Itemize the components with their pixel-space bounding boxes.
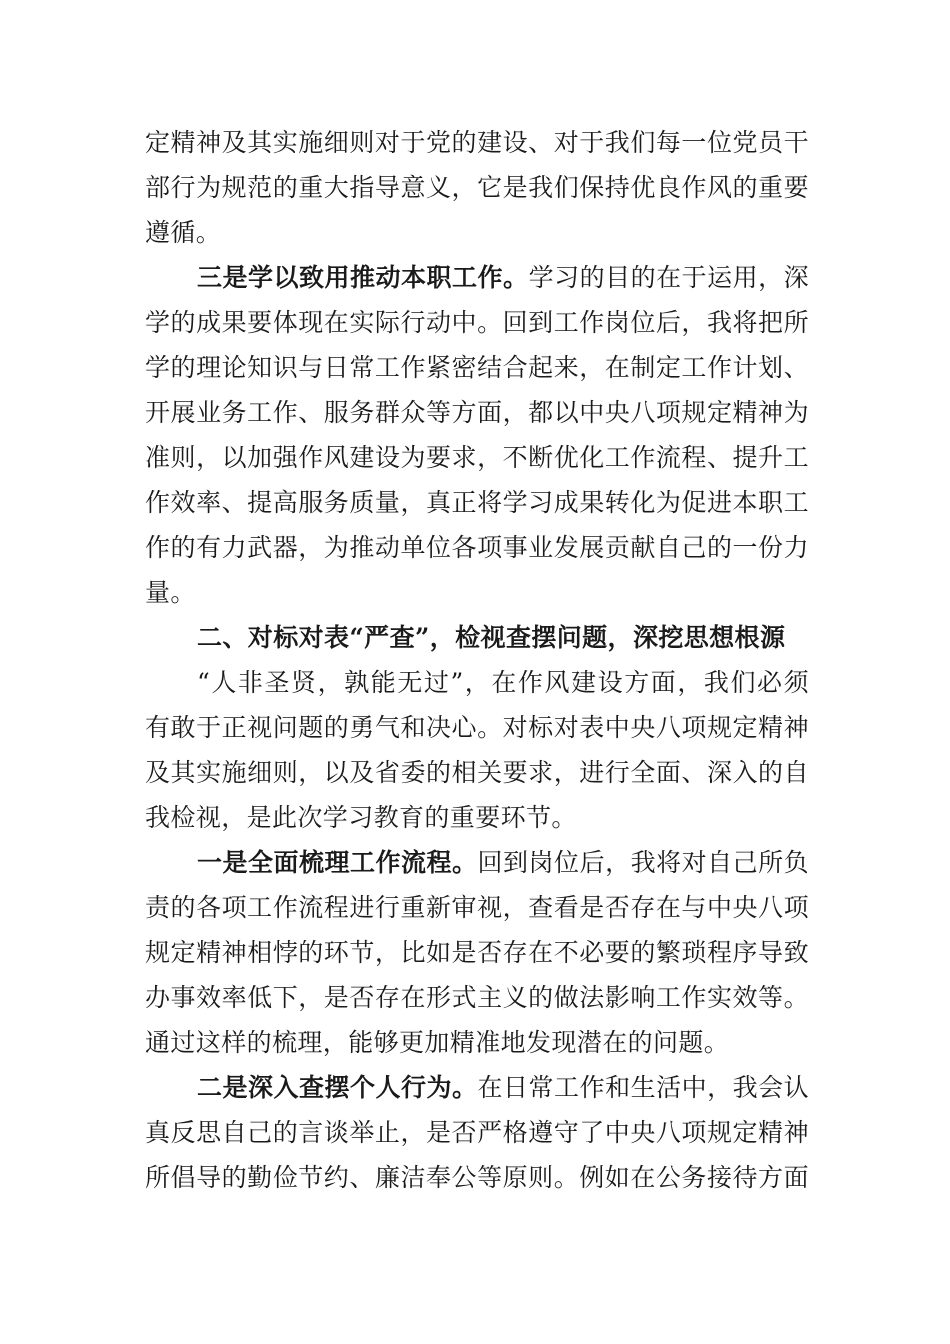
text-line: 及其实施细则，以及省委的相关要求，进行全面、深入的自 xyxy=(145,758,809,787)
paragraph-intro xyxy=(145,660,809,840)
paragraph-lead: 一是全面梳理工作流程。 xyxy=(197,848,478,877)
paragraph-review-workflow xyxy=(145,840,809,1065)
text-line: 学的理论知识与日常工作紧密结合起来，在制定工作计划、 xyxy=(145,353,809,382)
text-line: 通过这样的梳理，能够更加精准地发现潜在的问题。 xyxy=(145,1028,730,1057)
text-line: 责的各项工作流程进行重新审视，查看是否存在与中央八项 xyxy=(145,893,809,922)
text-line: 开展业务工作、服务群众等方面，都以中央八项规定精神为 xyxy=(145,398,809,427)
paragraph-apply-learning xyxy=(145,255,809,615)
text-line: 真反思自己的言谈举止，是否严格遵守了中央八项规定精神 xyxy=(145,1118,809,1147)
paragraph-lead: 三是学以致用推动本职工作。 xyxy=(197,263,529,292)
text-line: 作效率、提高服务质量，真正将学习成果转化为促进本职工 xyxy=(145,488,809,517)
text-line: 作的有力武器，为推动单位各项事业发展贡献自己的一份力 xyxy=(145,533,809,562)
text-line: 所倡导的勤俭节约、廉洁奉公等原则。例如在公务接待方面 xyxy=(145,1163,809,1192)
paragraph-text: 学习的目的在于运用，深 xyxy=(528,263,809,292)
paragraph-personal-conduct xyxy=(145,1065,809,1200)
text-line xyxy=(145,255,809,300)
text-line: 办事效率低下，是否存在形式主义的做法影响工作实效等。 xyxy=(145,983,809,1012)
paragraph-text: 回到岗位后，我将对自己所负 xyxy=(477,848,809,877)
text-line xyxy=(145,1065,809,1110)
text-line: 量。 xyxy=(145,578,196,607)
text-line: 定精神及其实施细则对于党的建设、对于我们每一位党员干 xyxy=(145,128,809,157)
text-line: 遵循。 xyxy=(145,218,222,247)
section-heading: 二、对标对表“严查”，检视查摆问题，深挖思想根源 xyxy=(197,623,786,652)
paragraph-text: 在日常工作和生活中，我会认 xyxy=(477,1073,809,1102)
text-line: 部行为规范的重大指导意义，它是我们保持优良作风的重要 xyxy=(145,173,809,202)
text-line: 学的成果要体现在实际行动中。回到工作岗位后，我将把所 xyxy=(145,308,809,337)
text-line: 准则，以加强作风建设为要求，不断优化工作流程、提升工 xyxy=(145,443,809,472)
paragraph-lead: 二是深入查摆个人行为。 xyxy=(197,1073,478,1102)
text-line xyxy=(145,840,809,885)
text-line: “人非圣贤，孰能无过”，在作风建设方面，我们必须 xyxy=(197,668,809,697)
text-line: 我检视，是此次学习教育的重要环节。 xyxy=(145,803,577,832)
document-page xyxy=(145,120,809,1200)
text-line: 有敢于正视问题的勇气和决心。对标对表中央八项规定精神 xyxy=(145,713,809,742)
text-line: 规定精神相悖的环节，比如是否存在不必要的繁琐程序导致 xyxy=(145,938,809,967)
paragraph-continued xyxy=(145,120,809,255)
